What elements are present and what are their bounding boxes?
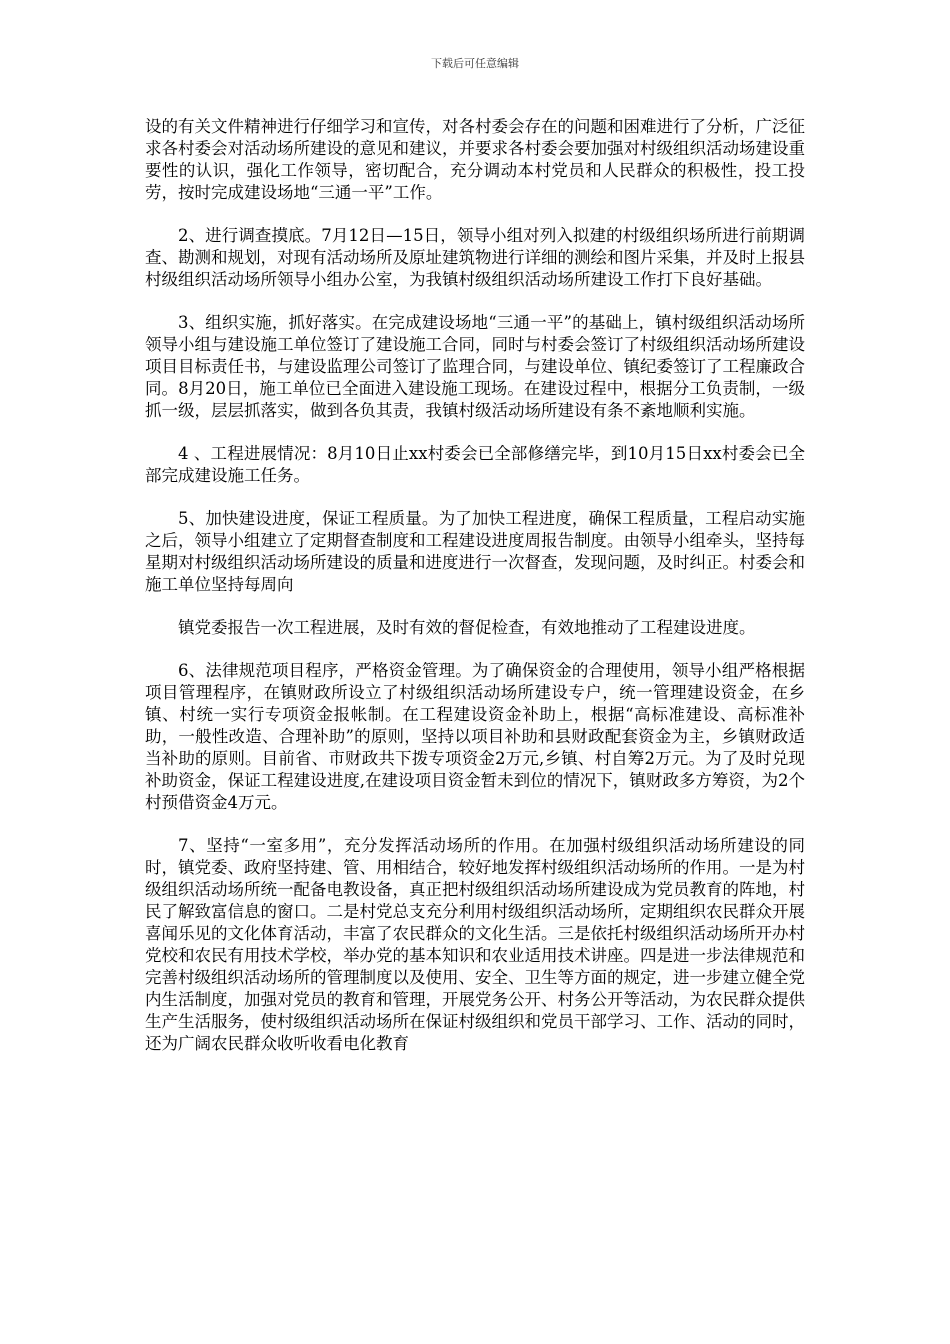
paragraph-continuation: 设的有关文件精神进行仔细学习和宣传，对各村委会存在的问题和困难进行了分析，广泛征求各村委会对活动场所建设的意见和建议，并要求各村委会要加强对村级组织活动场建设重要性的认识，强化工作领导，密切配合，充分调动本村党员和人民群众的积极性，投工投劳，按时完成建设场地“三通一平”工作。	[145, 117, 805, 202]
paragraph-multi-use: 7、坚持“一室多用”，充分发挥活动场所的作用。在加强村级组织活动场所建设的同时，镇党委、政府坚持建、管、用相结合，较好地发挥村级组织活动场所的作用。一是为村级组织活动场所统一配备电教设备，真正把村级组织活动场所建设成为党员教育的阵地，村民了解致富信息的窗口。二是村党总支充分利用村级组织活动场所，定期组织农民群众开展喜闻乐见的文化体育活动，丰富了农民群众的文化生活。三是依托村级组织活动场所开办村党校和农民有用技术学校，举办党的基本知识和农业适用技术讲座。四是进一步法律规范和完善村级组织活动场所的管理制度以及使用、安全、卫生等方面的规定，进一步建立健全党内生活制度，加强对党员的教育和管理，开展党务公开、村务公开等活动，为农民群众提供生产生活服务，使村级组织活动场所在保证村级组织和党员干部学习、工作、活动的同时，还为广阔农民群众收听收看电化教育	[145, 836, 805, 1053]
document-body	[145, 116, 805, 1055]
paragraph-implementation: 3、组织实施，抓好落实。在完成建设场地“三通一平”的基础上，镇村级组织活动场所领导小组与建设施工单位签订了建设施工合同，同时与村委会签订了村级组织活动场所建设项目目标责任书，与建设监理公司签订了监理合同，与建设单位、镇纪委签订了工程廉政合同。8月20日，施工单位已全面进入建设施工现场。在建设过程中，根据分工负责制，一级抓一级，层层抓落实，做到各负其责，我镇村级活动场所建设有条不紊地顺利实施。	[145, 313, 805, 420]
paragraph-progress: 4 、工程进展情况：8月10日止xx村委会已全部修缮完毕，到10月15日xx村委会已全部完成建设施工任务。	[145, 444, 805, 485]
paragraph-report: 镇党委报告一次工程进展，及时有效的督促检查，有效地推动了工程建设进度。	[178, 618, 756, 637]
paragraph-survey: 2、进行调查摸底。7月12日—15日，领导小组对列入拟建的村级组织场所进行前期调查、勘测和规划，对现有活动场所及原址建筑物进行详细的测绘和图片采集，并及时上报县村级组织活动场所领导小组办公室，为我镇村级组织活动场所建设工作打下良好基础。	[145, 226, 805, 289]
page-header: 下载后可任意编辑	[431, 57, 519, 70]
paragraph-funds: 6、法律规范项目程序，严格资金管理。为了确保资金的合理使用，领导小组严格根据项目管理程序，在镇财政所设立了村级组织活动场所建设专户，统一管理建设资金，在乡镇、村统一实行专项资金报帐制。在工程建设资金补助上，根据“高标准建设、高标准补助，一般性改造、合理补助”的原则，坚持以项目补助和县财政配套资金为主，乡镇财政适当补助的原则。目前省、市财政共下拨专项资金2万元,乡镇、村自筹2万元。为了及时兑现补助资金，保证工程建设进度,在建设项目资金暂未到位的情况下，镇财政多方筹资，为2个村预借资金4万元。	[145, 661, 805, 812]
paragraph-quality: 5、加快建设进度，保证工程质量。为了加快工程进度，确保工程质量，工程启动实施之后，领导小组建立了定期督查制度和工程建设进度周报告制度。由领导小组牵头，坚持每星期对村级组织活动场所建设的质量和进度进行一次督查，发现问题，及时纠正。村委会和施工单位坚持每周向	[145, 509, 805, 594]
